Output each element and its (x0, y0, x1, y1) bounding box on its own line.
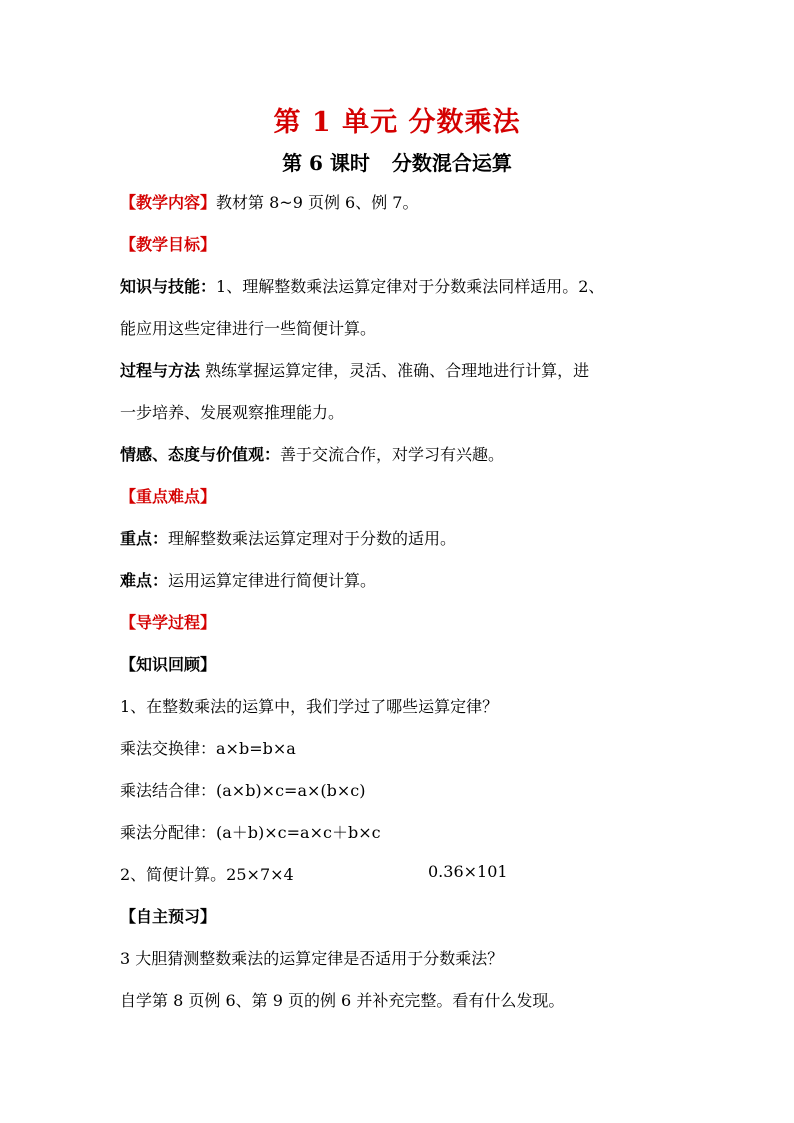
process-method-label: 过程与方法 (120, 361, 201, 380)
question-2-second-calc: 0.36×101 (428, 862, 508, 881)
emotion-text: 善于交流合作，对学习有兴趣。 (280, 445, 505, 464)
difficult-point-text: 运用运算定律进行简便计算。 (168, 571, 377, 590)
key-point-label: 重点： (120, 529, 169, 548)
knowledge-continued: 能应用这些定律进行一些简便计算。 (120, 319, 377, 338)
distributive-law: 乘法分配律：(a＋b)×c=a×c＋b×c (120, 823, 381, 842)
teaching-content-heading: 【教学内容】 (120, 193, 217, 212)
guided-process-heading: 【导学过程】 (120, 613, 217, 632)
key-points-heading: 【重点难点】 (120, 487, 217, 506)
emotion-line (120, 442, 504, 465)
lesson-subtitle (0, 147, 794, 176)
self-preview-heading: 【自主预习】 (120, 907, 217, 926)
question-4: 自学第 8 页例 6、第 9 页的例 6 并补充完整。看有什么发现。 (120, 991, 565, 1010)
knowledge-review-heading: 【知识回顾】 (120, 655, 217, 674)
knowledge-line (120, 274, 604, 297)
associative-law: 乘法结合律：(a×b)×c=a×(b×c) (120, 781, 366, 800)
emotion-label: 情感、态度与价值观： (120, 445, 281, 464)
difficult-point-line (120, 568, 376, 591)
lesson-number: 第 6 课时 (282, 151, 370, 175)
teaching-content-text: 教材第 8~9 页例 6、例 7。 (216, 193, 419, 212)
process-method-continued: 一步培养、发展观察推理能力。 (120, 403, 345, 422)
key-point-text: 理解整数乘法运算定理对于分数的适用。 (168, 529, 457, 548)
page-title: 第 1 单元 分数乘法 (273, 107, 521, 138)
commutative-law: 乘法交换律：a×b=b×a (120, 739, 296, 758)
process-method-text: 熟练掌握运算定律，灵活、准确、合理地进行计算，进 (200, 361, 590, 380)
teaching-content-line (120, 190, 419, 213)
difficult-point-label: 难点： (120, 571, 169, 590)
question-3: 3 大胆猜测整数乘法的运算定律是否适用于分数乘法？ (120, 949, 504, 968)
teaching-goals-heading: 【教学目标】 (120, 235, 217, 254)
knowledge-text: 1、理解整数乘法运算定律对于分数乘法同样适用。2、 (216, 277, 605, 296)
knowledge-label: 知识与技能： (120, 277, 217, 296)
key-point-line (120, 526, 456, 549)
lesson-topic: 分数混合运算 (391, 151, 512, 175)
question-1: 1、在整数乘法的运算中，我们学过了哪些运算定律？ (120, 697, 499, 716)
question-2: 2、简便计算。25×7×4 (120, 865, 294, 884)
process-method-line (120, 358, 589, 381)
